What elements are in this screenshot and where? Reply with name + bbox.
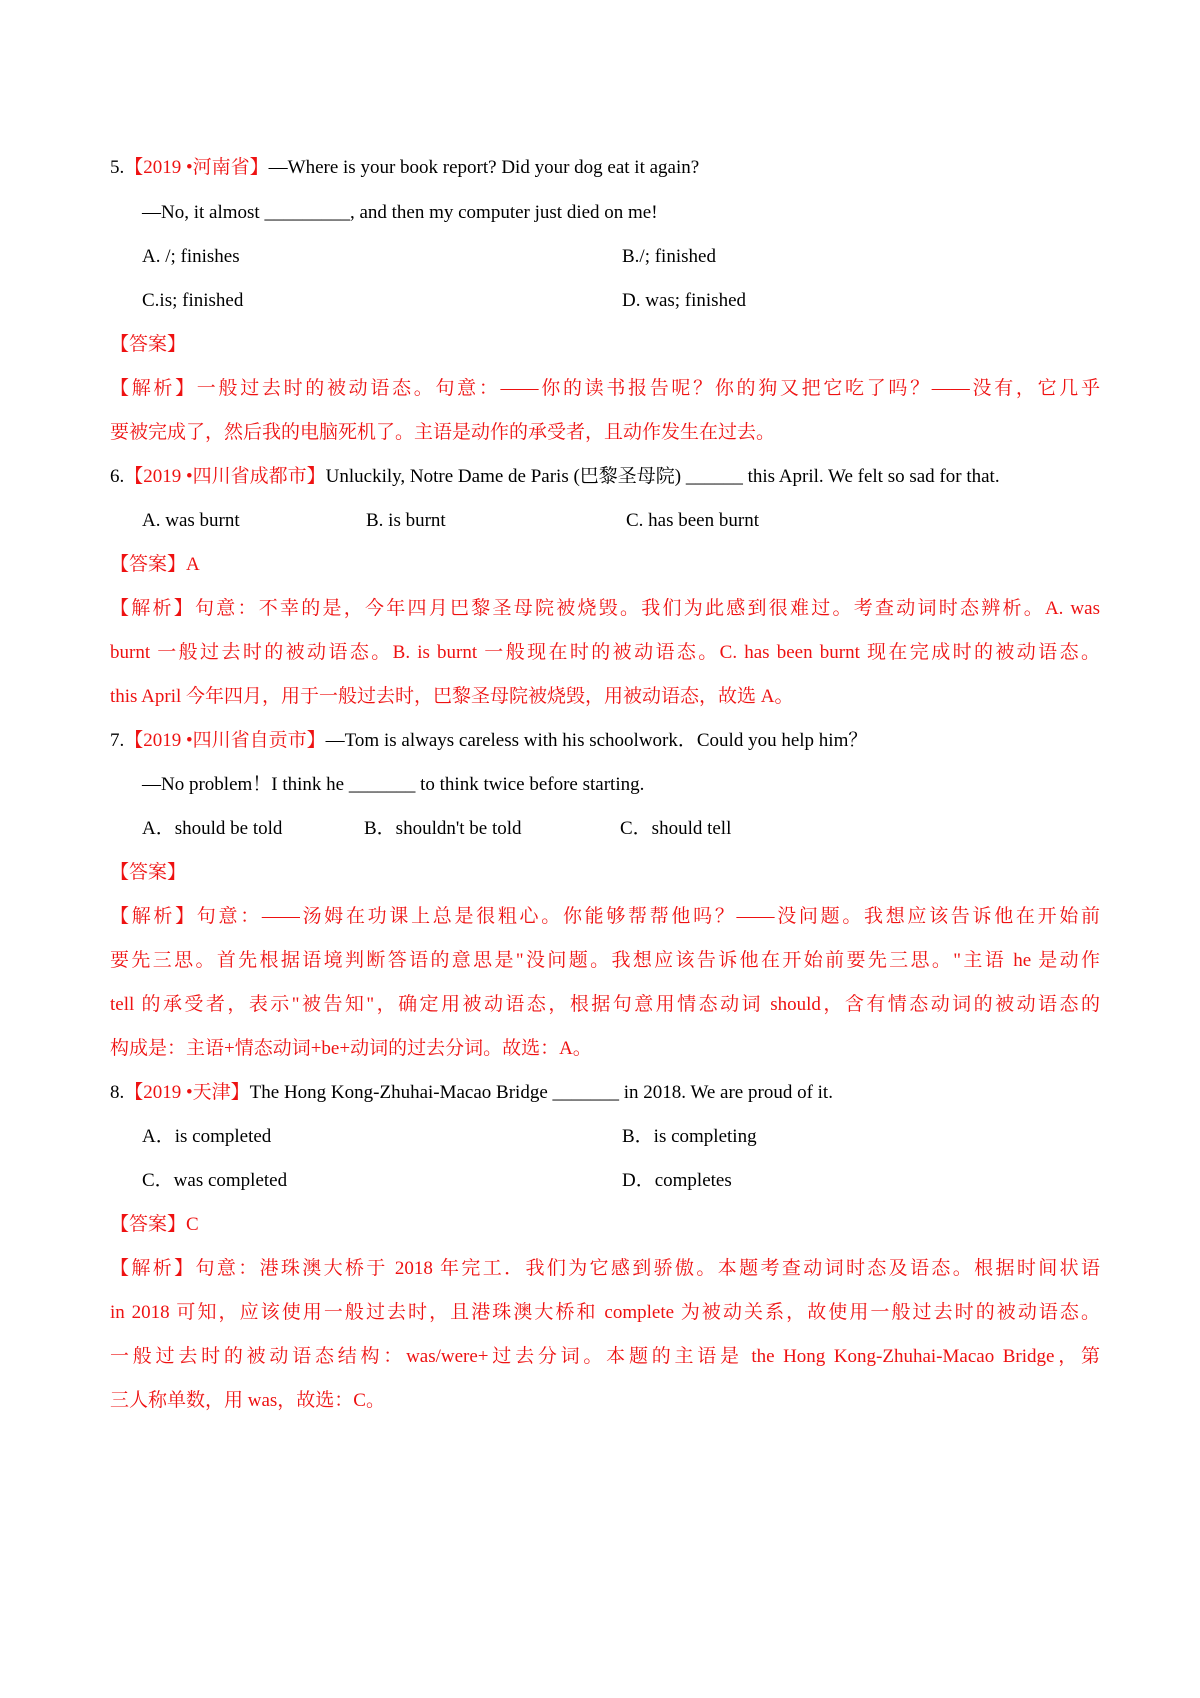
analysis-label: 【解析】 (110, 378, 197, 399)
question-source: 【2019 •四川省自贡市】 (124, 730, 326, 751)
answer-label: 【答案】 (110, 862, 187, 883)
question-text: Unluckily, Notre Dame de Paris (巴黎圣母院) ______ this April. We felt so sad for that. (325, 466, 1000, 487)
answer-value: A (186, 554, 200, 575)
question-8-options-row-1 (110, 1123, 1100, 1151)
option-a: A. /; finishes (142, 246, 240, 267)
answer-label: 【答案】 (110, 334, 187, 355)
question-8-analysis-line-1 (110, 1255, 1100, 1283)
question-5-options-row-2 (110, 287, 1100, 315)
option-b: B. is burnt (366, 510, 446, 531)
question-5-analysis-line-2: 要被完成了，然后我的电脑死机了。主语是动作的承受者，且动作发生在过去。 (110, 422, 776, 443)
question-7-stem (110, 727, 1100, 755)
question-5-stem-2: —No, it almost _________, and then my computer just died on me! (142, 202, 658, 223)
question-5-answer (110, 331, 1100, 359)
question-6-stem (110, 463, 1100, 491)
question-text: —Where is your book report? Did your dog eat it again? (268, 157, 700, 178)
option-b: B./; finished (622, 246, 716, 267)
question-6-analysis-line-2: burnt 一般过去时的被动语态。B. is burnt 一般现在时的被动语态。C. has been burnt 现在完成时的被动语态。 (110, 642, 1100, 663)
question-8-analysis-line-2: in 2018 可知，应该使用一般过去时，且港珠澳大桥和 complete 为被动关系，故使用一般过去时的被动语态。 (110, 1302, 1100, 1323)
question-7-stem-2: —No problem！I think he _______ to think twice before starting. (142, 774, 645, 795)
analysis-label: 【解析】 (110, 906, 197, 927)
question-7-analysis-line-4: 构成是：主语+情态动词+be+动词的过去分词。故选：A。 (110, 1038, 592, 1059)
analysis-text: 句意：——汤姆在功课上总是很粗心。你能够帮帮他吗？——没问题。我想应该告诉他在开始前 (196, 906, 1100, 927)
question-8-analysis-line-4: 三人称单数，用 was，故选：C。 (110, 1390, 385, 1411)
question-6-analysis-line-3: this April 今年四月，用于一般过去时，巴黎圣母院被烧毁，用被动语态，故选 A。 (110, 686, 794, 707)
question-6-answer (110, 551, 1100, 579)
option-b: B．is completing (622, 1126, 757, 1147)
question-8-answer (110, 1211, 1100, 1239)
analysis-label: 【解析】 (110, 598, 195, 619)
option-a: A．should be told (142, 818, 283, 839)
question-5-stem (110, 154, 1100, 182)
analysis-text: 句意：港珠澳大桥于 2018 年完工．我们为它感到骄傲。本题考查动词时态及语态。根据时间状语 (195, 1258, 1100, 1279)
option-c: C. has been burnt (626, 510, 759, 531)
question-source: 【2019 •河南省】 (124, 157, 269, 178)
question-5-analysis-line-1 (110, 375, 1100, 403)
option-d: D．completes (622, 1170, 732, 1191)
analysis-label: 【解析】 (110, 1258, 196, 1279)
answer-value: C (186, 1214, 199, 1235)
option-c: C．should tell (620, 818, 732, 839)
question-number: 6. (110, 466, 125, 487)
option-c: C．was completed (142, 1170, 288, 1191)
answer-label: 【答案】 (110, 1214, 187, 1235)
question-number: 5. (110, 157, 125, 178)
analysis-text: 一般过去时的被动语态。句意：——你的读书报告呢？你的狗又把它吃了吗？——没有，它几乎 (196, 378, 1100, 399)
question-7-options (110, 815, 1100, 843)
question-number: 7. (110, 730, 125, 751)
question-source: 【2019 •四川省成都市】 (124, 466, 326, 487)
question-text: The Hong Kong-Zhuhai-Macao Bridge _______ in 2018. We are proud of it. (249, 1082, 833, 1103)
option-a: A. was burnt (142, 510, 240, 531)
question-6-analysis-line-1 (110, 595, 1100, 623)
question-7-answer (110, 859, 1100, 887)
question-7-analysis-line-1 (110, 903, 1100, 931)
question-8-options-row-2 (110, 1167, 1100, 1195)
question-7-analysis-line-2: 要先三思。首先根据语境判断答语的意思是"没问题。我想应该告诉他在开始前要先三思。"主语 he 是动作 (110, 950, 1100, 971)
option-d: D. was; finished (622, 290, 747, 311)
question-7-analysis-line-3: tell 的承受者，表示"被告知"，确定用被动语态，根据句意用情态动词 should，含有情态动词的被动语态的 (110, 994, 1100, 1015)
option-a: A．is completed (142, 1126, 272, 1147)
option-c: C.is; finished (142, 290, 244, 311)
question-8-analysis-line-3: 一般过去时的被动语态结构：was/were+过去分词。本题的主语是 the Hong Kong-Zhuhai-Macao Bridge，第 (110, 1346, 1100, 1367)
answer-label: 【答案】 (110, 554, 187, 575)
question-source: 【2019 •天津】 (124, 1082, 250, 1103)
question-number: 8. (110, 1082, 125, 1103)
question-text: —Tom is always careless with his schoolwork．Could you help him？ (325, 730, 868, 751)
question-8-stem (110, 1079, 1100, 1107)
option-b: B．shouldn't be told (364, 818, 522, 839)
analysis-text: 句意：不幸的是，今年四月巴黎圣母院被烧毁。我们为此感到很难过。考查动词时态辨析。A. was (195, 598, 1100, 619)
question-5-options-row-1 (110, 243, 1100, 271)
question-6-options (110, 507, 1100, 535)
